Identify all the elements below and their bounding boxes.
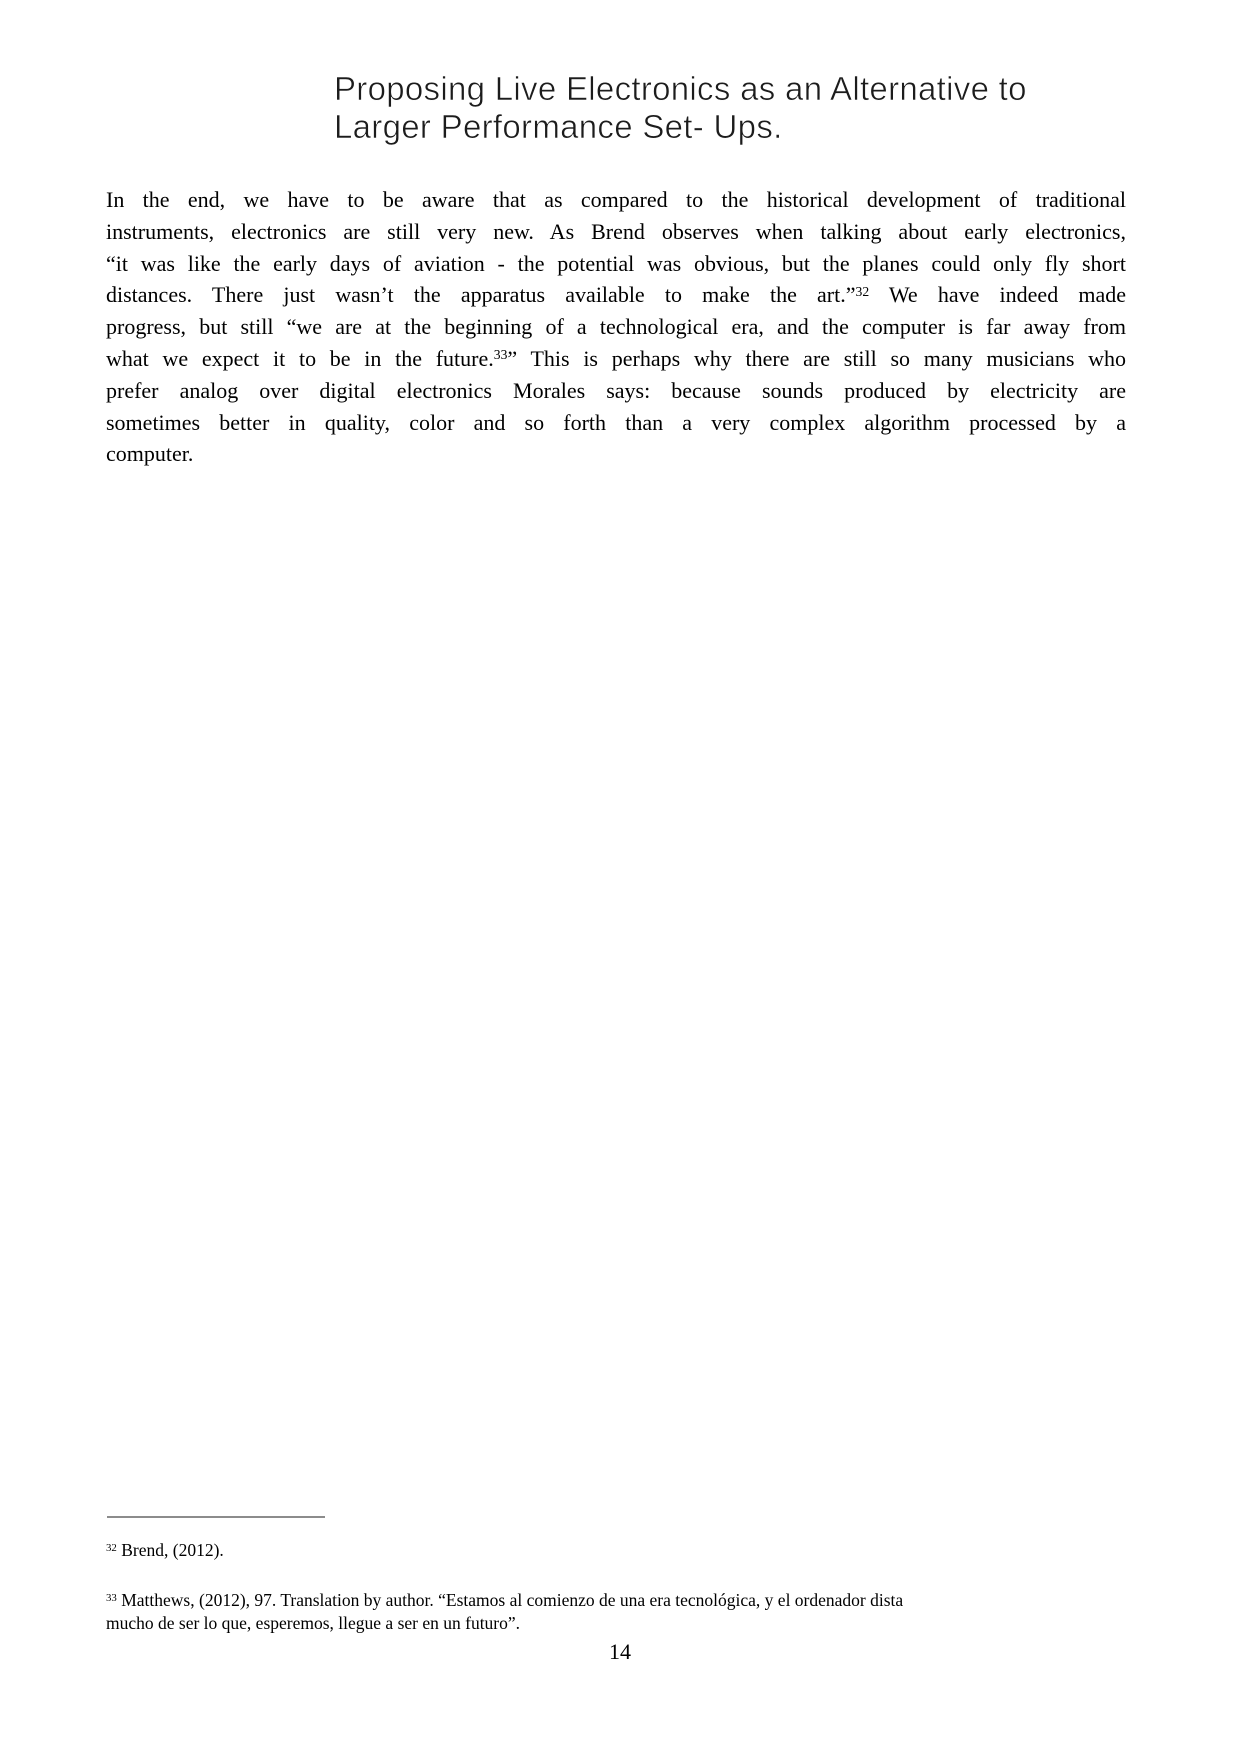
footnote: [106, 1589, 1136, 1635]
footnote-line: $^{32}$ Brend, (2012).: [106, 1540, 224, 1560]
text-line: what we expect it to be in the future.$^{33}$” This is perhaps why there are still so many musicians who: [106, 345, 1126, 371]
text-line: computer.: [106, 441, 194, 467]
text-line: Proposing Live Electronics as an Alternative to: [334, 70, 1027, 107]
text-line: progress, but still “we are at the beginning of a technological era, and the computer is far away from: [106, 314, 1126, 340]
footnote-separator: [107, 1516, 325, 1518]
footnote-reference: 33: [493, 347, 508, 363]
footnote-marker: 32: [106, 1541, 117, 1554]
footnote-line: $^{33}$ Matthews, (2012), 97. Translation by author. “Estamos al comienzo de una era tecnológica, y el ordenador dista: [106, 1590, 904, 1610]
page-number: 14: [609, 1639, 631, 1664]
page-title: [334, 70, 1027, 146]
footnote-marker: 33: [106, 1591, 117, 1604]
text-line: instruments, electronics are still very new. As Brend observes when talking about early electronics,: [106, 218, 1126, 244]
body-paragraph: [106, 184, 1126, 470]
text-line: prefer analog over digital electronics Morales says: because sounds produced by electricity are: [106, 377, 1126, 403]
text-line: Larger Performance Set- Ups.: [334, 108, 783, 145]
footnote-reference: 32: [855, 283, 870, 299]
footnote-line: mucho de ser lo que, esperemos, llegue a ser en un futuro”.: [106, 1613, 521, 1633]
text-line: “it was like the early days of aviation - the potential was obvious, but the planes could only fly short: [106, 250, 1126, 276]
text-line: sometimes better in quality, color and so forth than a very complex algorithm processed by a: [106, 409, 1126, 435]
text-line: In the end, we have to be aware that as compared to the historical development of traditional: [106, 187, 1126, 212]
text-line: distances. There just wasn’t the apparatus available to make the art.”$^{32}$ We have indeed made: [106, 282, 1127, 308]
footnote: [106, 1539, 1136, 1562]
